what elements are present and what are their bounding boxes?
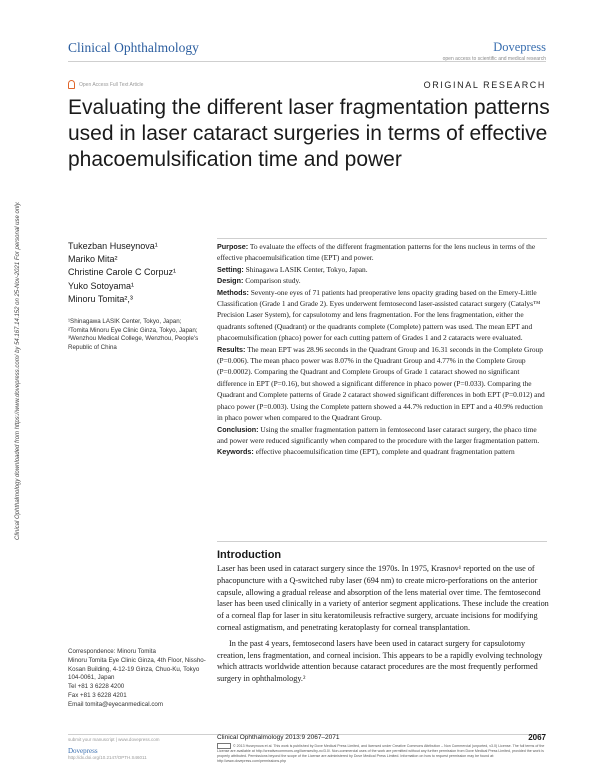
submit-manuscript-link[interactable]: submit your manuscript | www.dovepress.com [68, 737, 160, 742]
page-number: 2067 [528, 733, 546, 742]
journal-name: Clinical Ophthalmology [68, 40, 199, 55]
author-name: Minoru Tomita²,³ [68, 293, 133, 304]
abstract-top-divider [217, 238, 547, 239]
doi-link[interactable]: http://dx.doi.org/10.2147/OPTH.S46011 [68, 755, 147, 760]
abstract-purpose-text: To evaluate the effects of the different fragmentation patterns for the lens nucleus in terms of the effective phacoemulsification time (EPT) and power. [217, 242, 536, 263]
correspondence-email[interactable]: Email tomita@eyecanmedical.com [68, 700, 164, 708]
abstract [217, 241, 547, 458]
open-access-lock-icon [68, 80, 75, 89]
abstract-results-label: Results: [217, 344, 246, 354]
abstract-keywords-text: effective phacoemulsification time (EPT), complete and quadrant fragmentation pattern [253, 447, 515, 457]
footer-citation: Clinical Ophthalmology 2013:9 2067–2071 [217, 734, 340, 741]
publisher-logo[interactable]: Dovepress [493, 40, 546, 54]
abstract-setting-text: Shinagawa LASIK Center, Tokyo, Japan. [243, 264, 368, 274]
correspondence-tel: Tel +81 3 6228 4200 [68, 683, 125, 691]
abstract-setting-label: Setting: [217, 264, 244, 274]
footer-publisher-logo [68, 747, 147, 760]
publisher-tagline: open access to scientific and medical research [442, 56, 546, 62]
abstract-results-text: The mean EPT was 28.96 seconds in the Quadrant Group and 16.31 seconds in the Complete Group (P=0.006). The mean phaco power was 8.07% in the Quadrant Group and 4.77% in the Complete Group (P=0.0002). Comparing the Quadrant and Complete Groups of Grade 1 cataract showed no significant difference in EPT (P=0.16), but showed a significant difference in phaco power (P=0.033). Comparing the Quadrant and Complete patterns of Grade 2 cataract showed significant differences in both EPT (P=0.012) and phaco power (P=0.003). Using the Complete pattern showed a 44.7% reduction in EPT and a 40.9% reduction in phaco power when compared to the Quadrant Group. [217, 344, 545, 423]
article-title: Evaluating the different laser fragmentation patterns used in laser cataract surgeries in terms of effective phacoemulsification time and power [68, 96, 550, 171]
abstract-design-label: Design: [217, 276, 244, 286]
footer-publisher-name: Dovepress [68, 747, 98, 755]
abstract-bottom-divider [217, 541, 547, 542]
download-watermark-text: Clinical Ophthalmology downloaded from https://www.dovepress.com/ by 54.167.14.152 on 25-Nov-2021 For personal use only. [15, 201, 21, 540]
introduction-body [217, 563, 550, 685]
correspondence-heading: Correspondence: Minoru Tomita [68, 648, 156, 655]
author-name: Yuko Sotoyama¹ [68, 280, 135, 291]
license-notice [217, 743, 547, 763]
affiliations: ¹Shinagawa LASIK Center, Tokyo, Japan; ²Tomita Minoru Eye Clinic Ginza, Tokyo, Japan; ³Wenzhou Medical College, Wenzhou, People's Republic of China [68, 318, 199, 351]
abstract-design-text: Comparison study. [243, 276, 301, 286]
abstract-methods-label: Methods: [217, 287, 249, 297]
abstract-methods-text: Seventy-one eyes of 71 patients had preoperative lens opacity grading based on the Emery-Little Classification (Grade 1 and Grade 2). Eyes underwent femtosecond laser-assisted cataract surgery (Catalys™ Precision Laser System), for capsulotomy and lens fragmentation. For the lens fragmentation, either the quadrants softened (Quadrant) or the quadrants complete (Complete) pattern was used. The mean EPT and phacoemulsification (phaco) power for each cutting pattern of Grades 1 and 2 cataracts were evaluated. [217, 287, 541, 343]
abstract-conclusion [217, 424, 547, 447]
abstract-purpose [217, 241, 547, 264]
introduction-heading: Introduction [217, 549, 282, 561]
correspondence-address: Minoru Tomita Eye Clinic Ginza, 4th Floor, Nissho-Kosan Building, 4-12-19 Ginza, Chuo-Ku, Tokyo 104-0061, Japan [68, 656, 206, 682]
correspondence-fax: Fax +81 3 6228 4201 [68, 691, 127, 699]
header-divider [68, 61, 546, 62]
abstract-keywords [217, 446, 547, 457]
abstract-setting [217, 264, 547, 275]
correspondence [68, 648, 208, 710]
author-name: Mariko Mita² [68, 254, 118, 265]
abstract-keywords-label: Keywords: [217, 447, 254, 457]
introduction-paragraph: Laser has been used in cataract surgery since the 1970s. In 1975, Krasnov¹ reported on the use of phacopuncture with a Q-switched ruby laser (694 nm) to create micro-perforations on the anterior capsule, allowing a gradual release and absorption of the lens material over time. The femtosecond laser has been used clinically in a variety of anterior segment applications. These include the creation of a corneal flap for laser in situ keratomileusis refractive surgery, arcuate incisions for modifying corneal astigmatism, and penetrating keratoplasty for corneal transplantation. [217, 564, 549, 632]
author-name: Christine Carole C Corpuz¹ [68, 267, 177, 278]
abstract-conclusion-text: Using the smaller fragmentation pattern in femtosecond laser cataract surgery, the phaco time and power were reduced significantly when compared to the procedure with the larger fragmentation pattern. [217, 424, 540, 445]
abstract-methods [217, 287, 547, 344]
introduction-paragraph: In the past 4 years, femtosecond lasers have been used in cataract surgery for capsulotomy creation, lens fragmentation, and corneal incision. This appears to be a rapidly evolving technology which attracts worldwide attention because cataract procedures are the most frequently performed surgery in ophthalmology.² [217, 638, 543, 684]
abstract-results [217, 344, 547, 424]
abstract-design [217, 275, 547, 286]
abstract-conclusion-label: Conclusion: [217, 424, 259, 434]
author-list [68, 240, 208, 306]
article-type: ORIGINAL RESEARCH [423, 80, 546, 90]
abstract-purpose-label: Purpose: [217, 242, 249, 251]
author-name: Tukezban Huseynova¹ [68, 241, 158, 251]
download-watermark [12, 160, 32, 540]
open-access-label [68, 80, 143, 89]
license-text: © 2013 Huseynova et al. This work is published by Dove Medical Press Limited, and licensed under Creative Commons Attribution – Non Commercial (unported, v3.0) License. The full terms of the License are available at http://creativecommons.org/licenses/by-nc/3.0/. Non-commercial uses of the work are permitted without any further permission from Dove Medical Press Limited, provided the work is properly attributed. Permissions beyond the scope of the License are administered by Dove Medical Press Limited. Information on how to request permission may be found at: http://www.dovepress.com/permissions.php [217, 743, 545, 763]
open-access-text: Open Access Full Text Article [79, 81, 144, 88]
